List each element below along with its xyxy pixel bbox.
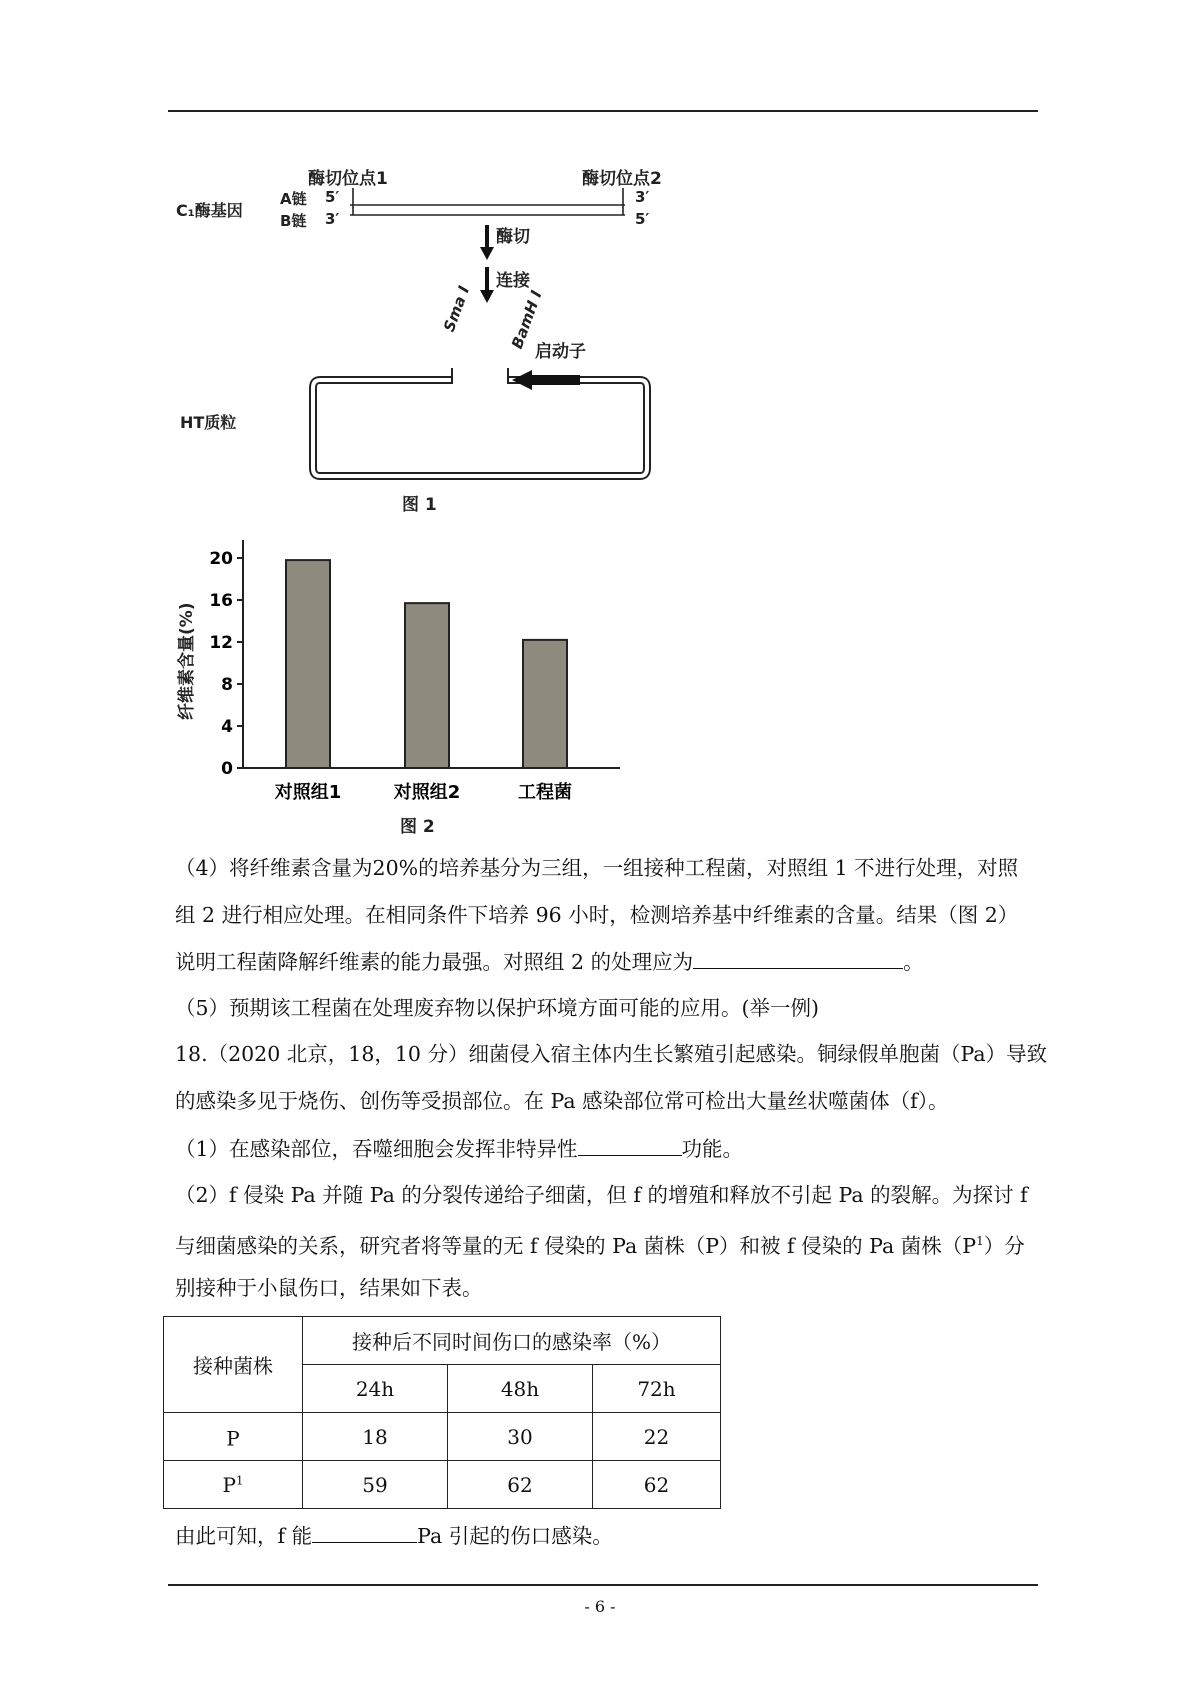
figure-1-caption: 图 1 xyxy=(402,495,437,515)
figure-2-caption: 图 2 xyxy=(400,817,435,837)
bam-label: BamH I xyxy=(508,288,546,352)
step-cut-label: 酶切 xyxy=(496,227,530,247)
q4-line-3-text: 说明工程菌降解纤维素的能力最强。对照组 2 的处理应为 xyxy=(175,950,694,974)
promoter-label: 启动子 xyxy=(535,342,586,362)
cell: 18 xyxy=(303,1413,448,1461)
y-tick-label: 0 xyxy=(221,759,233,779)
table-row xyxy=(164,1413,721,1461)
cell: 22 xyxy=(593,1413,721,1461)
bar xyxy=(286,560,330,768)
bar xyxy=(405,603,449,768)
conclusion-text-end: Pa 引起的伤口感染。 xyxy=(417,1524,613,1548)
q5-line: （5）预期该工程菌在处理废弃物以保护环境方面可能的应用。(举一例) xyxy=(175,996,820,1020)
gene-label: C₁酶基因 xyxy=(176,201,243,220)
row-label-p: P xyxy=(164,1413,303,1461)
plasmid-label: HT质粒 xyxy=(180,413,237,432)
step-ligate-label: 连接 xyxy=(496,271,530,291)
q4-answer-blank[interactable] xyxy=(693,946,903,969)
promoter-bar xyxy=(528,375,580,385)
q18-2-line-2b: ）分 xyxy=(983,1233,1025,1258)
y-axis-label: 纤维素含量(%) xyxy=(177,602,197,720)
y-tick-label: 8 xyxy=(221,675,233,695)
cell: 62 xyxy=(593,1461,721,1509)
table-row xyxy=(164,1461,721,1509)
site1-label: 酶切位点1 xyxy=(308,169,388,189)
header-rule xyxy=(168,110,1038,112)
figure-1-drawing xyxy=(160,150,680,520)
bar-chart xyxy=(170,535,630,805)
q18-2-line-2a: 与细菌感染的关系，研究者将等量的无 f 侵染的 Pa 菌株（P）和被 f 侵染的 Pa 菌株（P xyxy=(175,1233,977,1258)
page-number: - 6 - xyxy=(584,1597,616,1616)
q18-1-text-end: 功能。 xyxy=(681,1137,744,1161)
sma-label: Sma I xyxy=(440,283,474,335)
row-header-cell: 接种菌株 xyxy=(164,1317,303,1413)
q18-2-line-3: 别接种于小鼠伤口，结果如下表。 xyxy=(175,1276,483,1300)
y-tick-label: 20 xyxy=(209,549,233,569)
strand-b-label: B链 xyxy=(280,212,307,230)
y-tick-label: 16 xyxy=(209,591,233,611)
conclusion-text: 由此可知，f 能 xyxy=(175,1524,313,1548)
bar xyxy=(523,640,567,768)
strand-b-right-end: 5′ xyxy=(635,210,650,228)
arrow-ligate-head xyxy=(480,290,494,303)
q18-2-line-1: （2）f 侵染 Pa 并随 Pa 的分裂传递给子细菌，但 f 的增殖和释放不引起 Pa 的裂解。为探讨 f xyxy=(175,1183,1028,1207)
x-tick-label: 对照组2 xyxy=(393,782,461,803)
q4-line-3 xyxy=(175,946,1035,977)
strand-a-left-end: 5′ xyxy=(325,188,340,206)
strand-a-label: A链 xyxy=(280,190,307,208)
col-header-48h: 48h xyxy=(448,1365,593,1413)
q4-line-1: （4）将纤维素含量为20%的培养基分为三组，一组接种工程菌，对照组 1 不进行处理，对照 xyxy=(175,856,1019,880)
strand-a-right-end: 3′ xyxy=(635,188,650,206)
q18-2-sup: 1 xyxy=(976,1234,984,1248)
footer-rule xyxy=(168,1584,1038,1586)
cell: 59 xyxy=(303,1461,448,1509)
q18-1-text: （1）在感染部位，吞噬细胞会发挥非特异性 xyxy=(175,1137,578,1161)
col-header-24h: 24h xyxy=(303,1365,448,1413)
cell: 62 xyxy=(448,1461,593,1509)
q18-2-line-2 xyxy=(175,1226,1035,1261)
x-tick-label: 工程菌 xyxy=(518,782,572,803)
cell: 30 xyxy=(448,1413,593,1461)
conclusion-line xyxy=(175,1520,1035,1551)
col-header-72h: 72h xyxy=(593,1365,721,1413)
q18-1-line xyxy=(175,1133,1035,1164)
q18-1-answer-blank[interactable] xyxy=(578,1133,682,1156)
infection-rate-table xyxy=(163,1316,721,1509)
y-tick-label: 12 xyxy=(209,633,233,653)
group-header-cell: 接种后不同时间伤口的感染率（%） xyxy=(303,1317,721,1365)
x-tick-label: 对照组1 xyxy=(274,782,342,803)
q4-line-2: 组 2 进行相应处理。在相同条件下培养 96 小时，检测培养基中纤维素的含量。结果（图 2） xyxy=(175,903,1019,927)
arrow-cut-head xyxy=(480,247,494,260)
strand-b-left-end: 3′ xyxy=(325,210,340,228)
y-tick-label: 4 xyxy=(221,717,233,737)
conclusion-answer-blank[interactable] xyxy=(312,1520,417,1543)
q18-line-1: 18.（2020 北京，18，10 分）细菌侵入宿主体内生长繁殖引起感染。铜绿假单胞菌（Pa）导致 xyxy=(175,1042,1048,1066)
row-label-p1: $P^1$ xyxy=(164,1461,303,1509)
q4-line-3-end: 。 xyxy=(903,950,924,974)
site2-label: 酶切位点2 xyxy=(582,169,662,189)
plasmid-ring-outer xyxy=(313,380,647,476)
plasmid-ring-inner xyxy=(313,380,647,476)
q18-line-2: 的感染多见于烧伤、创伤等受损部位。在 Pa 感染部位常可检出大量丝状噬菌体（f）。 xyxy=(175,1089,949,1113)
promoter-arrowhead xyxy=(512,370,532,390)
